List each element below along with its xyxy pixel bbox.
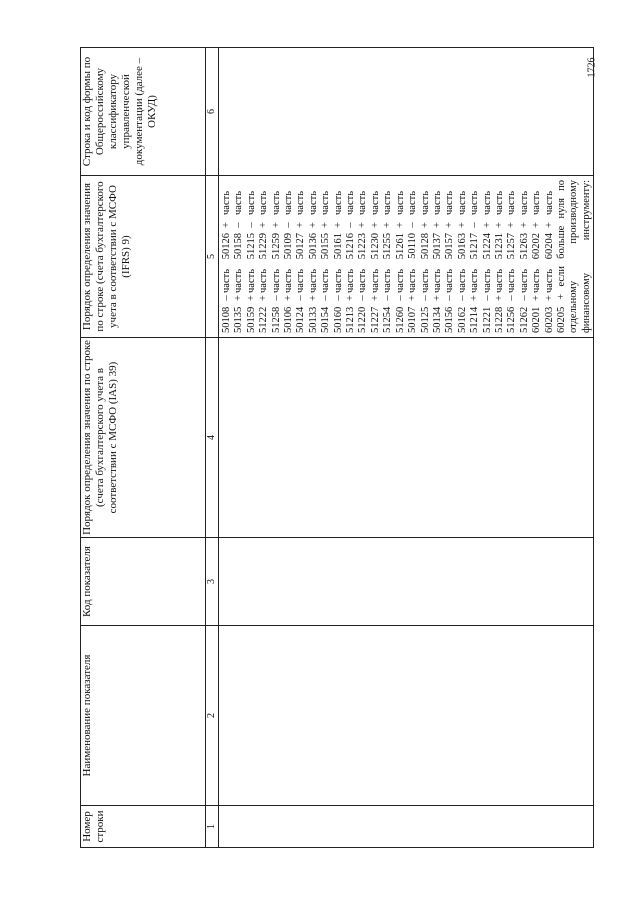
operator: + xyxy=(456,222,468,228)
header-okud-code: Строка и код формы по Общероссийскому классификатору управленческой документации (далее – ОКУД) xyxy=(81,48,206,176)
part-label: часть xyxy=(320,269,332,293)
part-label: часть xyxy=(431,191,443,215)
operator: – xyxy=(357,295,369,301)
operator: + xyxy=(419,222,431,228)
operator: + xyxy=(369,295,381,301)
part-label: часть xyxy=(531,191,543,215)
formula-entry xyxy=(395,180,407,333)
formula-entry xyxy=(382,180,394,333)
operator: – xyxy=(283,222,295,228)
part-label: часть xyxy=(456,191,468,215)
account-code: 50127 xyxy=(295,233,307,260)
part-label: часть xyxy=(307,191,319,215)
cell-indicator-name xyxy=(219,626,594,806)
operator: + xyxy=(258,295,270,301)
part-label: часть xyxy=(456,269,468,293)
part-label: часть xyxy=(258,269,270,293)
part-label: часть xyxy=(332,269,344,293)
part-label: часть xyxy=(307,269,319,293)
rotated-content xyxy=(80,48,600,848)
formula-entry xyxy=(357,180,369,333)
column-number: 6 xyxy=(206,48,219,176)
formula-entry xyxy=(221,180,233,333)
account-code: 60203 xyxy=(543,306,555,333)
operator: + xyxy=(283,295,295,301)
page-number: 1726 xyxy=(586,57,598,78)
part-label: часть xyxy=(245,269,257,293)
part-label: часть xyxy=(481,191,493,215)
operator: + xyxy=(531,222,543,228)
account-code: 50156 xyxy=(444,306,456,333)
account-code: 51216 xyxy=(345,233,357,260)
part-label: часть xyxy=(369,191,381,215)
operator: + xyxy=(332,222,344,228)
account-code: 51217 xyxy=(469,233,481,260)
formula-entry xyxy=(233,180,245,333)
operator: – xyxy=(481,295,493,301)
account-code: 51222 xyxy=(258,306,270,333)
operator: – xyxy=(407,222,419,228)
account-code: 51261 xyxy=(394,233,406,260)
operator: – xyxy=(469,222,481,228)
operator: + xyxy=(469,295,481,301)
cell-indicator-code xyxy=(219,538,594,626)
part-label: часть xyxy=(481,269,493,293)
account-code: 50125 xyxy=(419,306,431,333)
cell-okud-code xyxy=(219,48,594,176)
operator: – xyxy=(345,222,357,228)
column-number-row xyxy=(206,48,219,848)
account-code: 51224 xyxy=(481,233,493,260)
account-code: 51223 xyxy=(357,233,369,260)
account-code: 51229 xyxy=(258,233,270,260)
formula-entry xyxy=(432,180,444,333)
part-label: часть xyxy=(345,191,357,215)
account-code: 50110 xyxy=(407,233,419,259)
formula-entry xyxy=(519,180,531,333)
account-code: 50126 xyxy=(221,233,232,260)
account-code: 50160 xyxy=(332,306,344,333)
account-code: 51220 xyxy=(357,306,369,333)
operator: + xyxy=(531,295,543,301)
operator: – xyxy=(320,295,332,301)
account-code: 50159 xyxy=(245,306,257,333)
part-label: часть xyxy=(469,191,481,215)
part-label: часть xyxy=(345,269,357,293)
formula-entry xyxy=(506,180,518,333)
part-label: часть xyxy=(233,269,245,293)
account-code: 60202 xyxy=(531,233,543,260)
operator: + xyxy=(221,222,232,228)
operator: + xyxy=(394,222,406,228)
part-label: часть xyxy=(332,191,344,215)
operator: + xyxy=(481,222,493,228)
operator: + xyxy=(307,222,319,228)
formula-entry xyxy=(246,180,258,333)
formula-entry xyxy=(308,180,320,333)
account-code: 51231 xyxy=(493,233,505,260)
operator: + xyxy=(431,222,443,228)
data-row xyxy=(219,48,594,848)
part-label: часть xyxy=(469,269,481,293)
operator: – xyxy=(233,222,245,228)
account-code: 51227 xyxy=(369,306,381,333)
account-code: 51214 xyxy=(469,306,481,333)
part-label: часть xyxy=(444,269,456,293)
column-number: 1 xyxy=(206,806,219,848)
operator: + xyxy=(431,295,443,301)
formula-entry xyxy=(531,180,543,333)
account-code: 51263 xyxy=(518,233,530,260)
column-number: 5 xyxy=(206,176,219,338)
operator: + xyxy=(320,222,332,228)
formula-entry xyxy=(420,180,432,333)
account-code: 51260 xyxy=(394,306,406,333)
account-code: 50109 xyxy=(283,233,295,260)
account-code: 50136 xyxy=(307,233,319,260)
account-code: 60201 xyxy=(531,306,543,333)
operator: – xyxy=(394,295,406,301)
part-label: часть xyxy=(493,269,505,293)
operator: – xyxy=(332,295,344,301)
part-label: часть xyxy=(506,191,518,215)
operator: – xyxy=(444,295,456,301)
part-label: часть xyxy=(283,191,295,215)
account-code: 51262 xyxy=(518,306,530,333)
part-label: часть xyxy=(531,269,543,293)
condition-line: 60205 + если больше нуля по xyxy=(555,180,567,333)
operator: + xyxy=(543,295,555,301)
formula-entry xyxy=(370,180,382,333)
cell-ifrs9-method xyxy=(219,176,594,338)
formula-entry xyxy=(258,180,270,333)
operator: + xyxy=(345,295,357,301)
part-label: часть xyxy=(357,191,369,215)
account-code: 60204 xyxy=(543,233,555,260)
header-row xyxy=(81,48,206,848)
part-label: часть xyxy=(258,191,270,215)
operator: + xyxy=(295,222,307,228)
formula-entry xyxy=(283,180,295,333)
account-code: 50158 xyxy=(233,233,245,260)
cell-ias39-method xyxy=(219,338,594,538)
header-indicator-name: Наименование показателя xyxy=(81,626,206,806)
formula-entry xyxy=(482,180,494,333)
account-code: 50154 xyxy=(320,306,332,333)
operator: + xyxy=(357,222,369,228)
part-label: часть xyxy=(283,269,295,293)
part-label: часть xyxy=(419,269,431,293)
operator: + xyxy=(518,222,530,228)
operator: – xyxy=(270,295,282,301)
part-label: часть xyxy=(543,191,555,215)
operator: + xyxy=(307,295,319,301)
column-number: 2 xyxy=(206,626,219,806)
account-code: 50124 xyxy=(295,306,307,333)
part-label: часть xyxy=(221,269,232,293)
formula-entry xyxy=(469,180,481,333)
part-label: часть xyxy=(407,191,419,215)
account-code: 51215 xyxy=(245,233,257,260)
operator: + xyxy=(270,222,282,228)
operator: + xyxy=(493,222,505,228)
account-code: 50135 xyxy=(233,306,245,333)
account-code: 50155 xyxy=(320,233,332,260)
account-code: 50162 xyxy=(456,306,468,333)
header-indicator-code: Код показателя xyxy=(81,538,206,626)
part-label: часть xyxy=(493,191,505,215)
cell-row-number xyxy=(219,806,594,848)
operator: – xyxy=(456,295,468,301)
part-label: часть xyxy=(518,191,530,215)
account-formula xyxy=(219,176,593,337)
part-label: часть xyxy=(369,269,381,293)
account-code: 51259 xyxy=(270,233,282,260)
operator: – xyxy=(518,295,530,301)
operator: – xyxy=(419,295,431,301)
formula-entry xyxy=(457,180,469,333)
part-label: часть xyxy=(518,269,530,293)
part-label: часть xyxy=(506,269,518,293)
operator: + xyxy=(258,222,270,228)
account-code: 50108 xyxy=(221,306,232,333)
operator: + xyxy=(245,295,257,301)
part-label: часть xyxy=(382,191,394,215)
account-code: 51258 xyxy=(270,306,282,333)
operator: – xyxy=(295,295,307,301)
formula-entry xyxy=(494,180,506,333)
account-code: 50161 xyxy=(332,233,344,260)
indicator-table xyxy=(80,47,594,848)
account-code: 51256 xyxy=(506,306,518,333)
part-label: часть xyxy=(320,191,332,215)
account-code: 51221 xyxy=(481,306,493,333)
account-code: 51230 xyxy=(369,233,381,260)
header-row-number: Номер строки xyxy=(81,806,206,848)
part-label: часть xyxy=(295,191,307,215)
formula-entry xyxy=(333,180,345,333)
operator: – xyxy=(245,222,257,228)
operator: + xyxy=(493,295,505,301)
part-label: часть xyxy=(444,191,456,215)
account-code: 51255 xyxy=(382,233,394,260)
account-code: 50157 xyxy=(444,233,456,260)
account-code: 50106 xyxy=(283,306,295,333)
operator: – xyxy=(506,295,518,301)
operator: + xyxy=(543,222,555,228)
account-code: 50107 xyxy=(407,306,419,333)
account-code: 51228 xyxy=(493,306,505,333)
header-ias39-method: Порядок определения значения по строке (счета бухгалтерского учета в соответствии с МСФО (IAS) 39) xyxy=(81,338,206,538)
part-label: часть xyxy=(394,269,406,293)
operator: + xyxy=(233,295,245,301)
part-label: часть xyxy=(407,269,419,293)
operator: + xyxy=(369,222,381,228)
formula-entry xyxy=(295,180,307,333)
operator: + xyxy=(407,295,419,301)
account-code: 50134 xyxy=(431,306,443,333)
part-label: часть xyxy=(221,191,232,215)
condition-line: отдельному производному xyxy=(568,180,580,333)
account-code: 50163 xyxy=(456,233,468,260)
part-label: часть xyxy=(295,269,307,293)
part-label: часть xyxy=(270,191,282,215)
account-code: 51257 xyxy=(506,233,518,260)
formula-entry xyxy=(345,180,357,333)
account-code: 50128 xyxy=(419,233,431,260)
part-label: часть xyxy=(431,269,443,293)
account-code: 50133 xyxy=(307,306,319,333)
account-code: 51213 xyxy=(345,306,357,333)
part-label: часть xyxy=(233,191,245,215)
header-ifrs9-method: Порядок определения значения по строке (счета бухгалтерского учета в соответствии с МСФО (IFRS) 9) xyxy=(81,176,206,338)
formula-entry xyxy=(544,180,556,333)
part-label: часть xyxy=(382,269,394,293)
formula-entry xyxy=(444,180,456,333)
part-label: часть xyxy=(419,191,431,215)
part-label: часть xyxy=(394,191,406,215)
part-label: часть xyxy=(543,269,555,293)
formula-entry xyxy=(271,180,283,333)
column-number: 3 xyxy=(206,538,219,626)
formula-entry xyxy=(320,180,332,333)
operator: – xyxy=(221,295,232,301)
condition-line: финансовому инструменту: xyxy=(580,180,592,333)
operator: + xyxy=(444,222,456,228)
account-code: 51254 xyxy=(382,306,394,333)
formula-entry xyxy=(407,180,419,333)
account-code: 50137 xyxy=(431,233,443,260)
operator: + xyxy=(382,222,394,228)
operator: – xyxy=(382,295,394,301)
operator: + xyxy=(506,222,518,228)
part-label: часть xyxy=(270,269,282,293)
part-label: часть xyxy=(357,269,369,293)
column-number: 4 xyxy=(206,338,219,538)
part-label: часть xyxy=(245,191,257,215)
